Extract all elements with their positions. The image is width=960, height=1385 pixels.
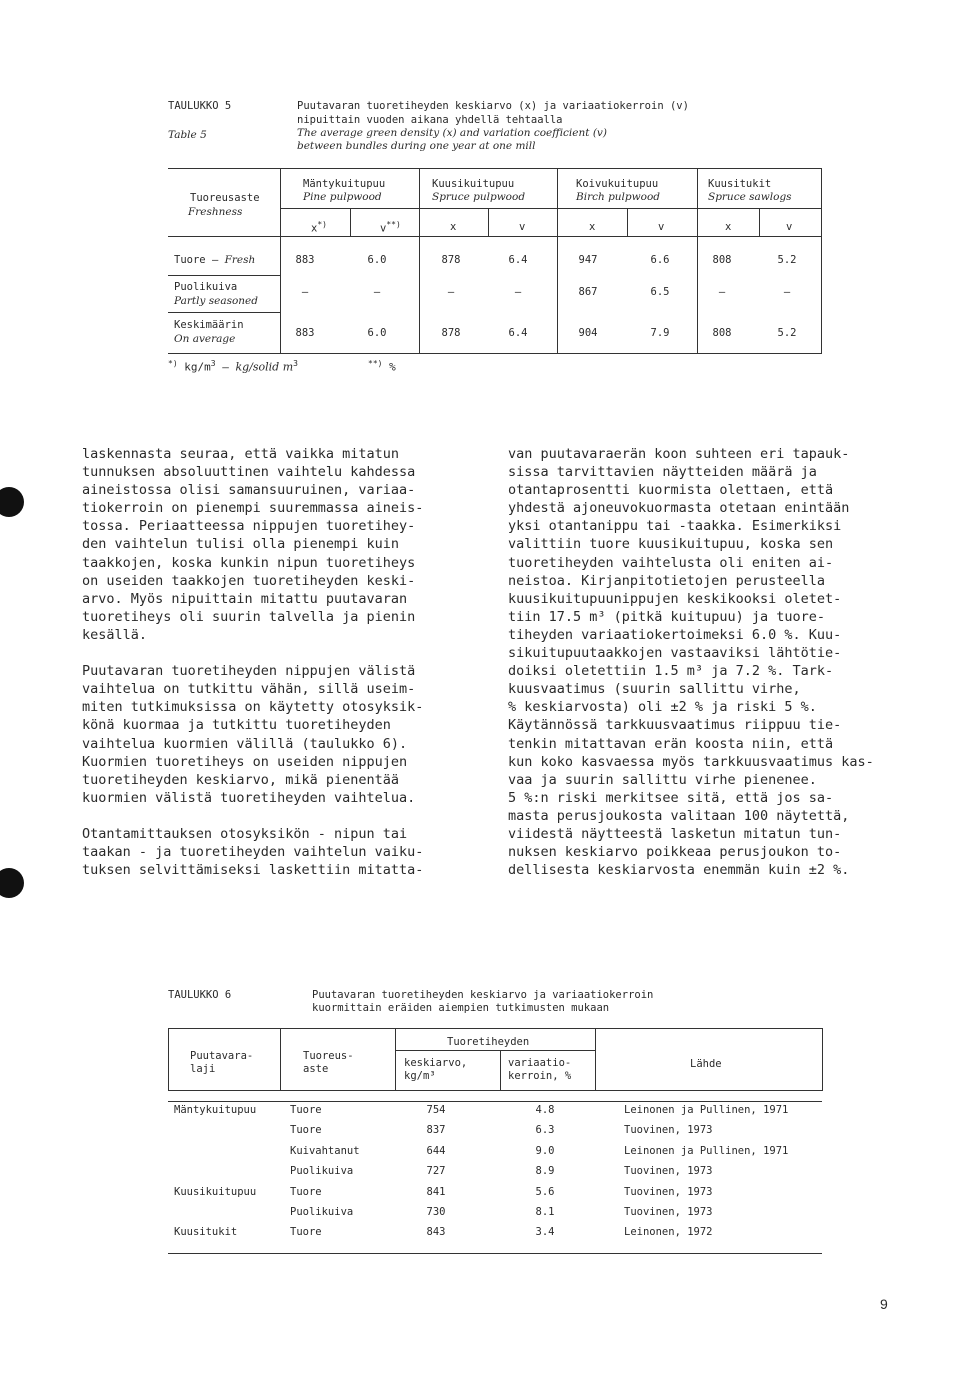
text-line: masta perusjoukosta valitaan 100 näytettä, xyxy=(508,807,850,824)
t6-cell-cv: 3.4 xyxy=(535,1226,555,1239)
t6-cell-freshness: Puolikuiva xyxy=(290,1206,354,1218)
table-cell: 904 xyxy=(578,327,598,339)
table-cell: — xyxy=(447,286,455,298)
group-pine-fi: Mäntykuitupuu xyxy=(303,178,386,190)
t6-cell-species: Kuusitukit xyxy=(174,1226,238,1239)
t6-cell-source: Leinonen ja Pullinen, 1971 xyxy=(624,1104,789,1116)
t6-cell-cv: 8.1 xyxy=(535,1206,555,1218)
t6-cell-source: Tuovinen, 1973 xyxy=(624,1124,713,1137)
text-line: tossa. Periaatteessa nippujen tuoretihey- xyxy=(82,518,416,535)
table-cell: 7.9 xyxy=(650,327,670,339)
t6-cell-freshness: Tuore xyxy=(290,1104,322,1116)
text-line: Otantamittauksen otosyksikön - nipun tai xyxy=(82,825,408,842)
table-5-footnote: *) $kg/m^3$ — kg/solid $m^3$ xyxy=(168,359,298,374)
text-line: dellisesta keskiarvosta enemmän kuin ±2 %. xyxy=(508,862,850,879)
text-line: kesällä. xyxy=(82,626,148,643)
text-line: yhdestä ajoneuvokuormasta otetaan enintään xyxy=(508,500,850,517)
text-line: aineistossa olisi samansuuruinen, variaa- xyxy=(82,482,416,499)
group-birch-en: Birch pulpwood xyxy=(576,191,660,203)
text-line: % keskiarvosta) oli ±2 % ja riski 5 %. xyxy=(508,699,817,716)
t6-col2-header-1: Tuoreus- xyxy=(303,1050,354,1062)
table-cell: 878 xyxy=(441,254,461,266)
t6-col1-header-1: Puutavara- xyxy=(190,1050,254,1062)
table-cell: 947 xyxy=(578,254,598,266)
table-cell: 6.4 xyxy=(508,327,528,339)
t6-cell-species: Kuusikuitupuu xyxy=(174,1185,257,1198)
t6-cell-cv: 6.3 xyxy=(535,1124,555,1137)
text-line: tuksen selvittämiseksi laskettiin mitatta- xyxy=(82,862,424,879)
t6-cell-source: Tuovinen, 1973 xyxy=(624,1206,713,1218)
body-left-column xyxy=(82,445,423,879)
text-line: sissa tarvittavien näytteiden määrä ja xyxy=(508,464,817,481)
t6-col3-header-2: kg/m³ xyxy=(404,1070,436,1082)
row-fresh-label: Tuore — Fresh xyxy=(174,254,256,266)
text-line: kuormien välistä tuoretiheyden vaihtelua. xyxy=(82,789,416,806)
text-line: tiheyden variaatiokertoimeksi 6.0 %. Kuu- xyxy=(508,626,842,643)
table-cell: 867 xyxy=(578,286,598,298)
table-cell: 808 xyxy=(712,254,732,266)
table-cell: 6.0 xyxy=(367,254,387,266)
sub-x-pine: x*) xyxy=(311,220,327,235)
freshness-header: Tuoreusaste xyxy=(190,192,260,204)
table-6-title-2: kuormittain eräiden aiempien tutkimusten mukaan xyxy=(312,1002,610,1014)
t6-cell-mean: 754 xyxy=(426,1104,446,1116)
table-5-label-en: Table 5 xyxy=(168,129,207,141)
text-line: tuoretiheys oli suurin talvella ja pienin xyxy=(82,608,416,625)
table-cell: 5.2 xyxy=(777,327,797,339)
table-cell: — xyxy=(301,286,309,298)
table-5-title-fi-1: Puutavaran tuoretiheyden keskiarvo (x) ja variaatiokerroin (v) xyxy=(297,100,689,112)
text-line xyxy=(82,807,423,825)
t6-cell-freshness: Kuivahtanut xyxy=(290,1144,360,1157)
text-line: könä kuormaa ja tutkittu tuoretiheyden xyxy=(82,717,391,734)
table-5-footnote-2: **) % xyxy=(368,359,396,374)
text-line: tenkin mitattavan erän koosta niin, että xyxy=(508,735,834,752)
group-birch-fi: Koivukuitupuu xyxy=(576,178,659,190)
t6-col4-header-2: kerroin, % xyxy=(508,1070,572,1082)
t6-group-header: Tuoretiheyden xyxy=(447,1036,530,1048)
t6-cell-cv: 5.6 xyxy=(535,1185,555,1198)
t6-cell-cv: 8.9 xyxy=(535,1165,555,1178)
table-5-title-en-2: between bundles during one year at one mill xyxy=(297,140,536,152)
group-sawlogs-en: Spruce sawlogs xyxy=(708,191,792,203)
table-5-label: TAULUKKO 5 xyxy=(168,100,232,112)
text-line: otantaprosentti kuormista olettaen, että xyxy=(508,482,834,499)
t6-cell-mean: 837 xyxy=(426,1124,446,1137)
group-spruce-en: Spruce pulpwood xyxy=(432,191,526,203)
text-line: van puutavaraerän koon suhteen eri tapauk- xyxy=(508,446,850,462)
text-line: Puutavaran tuoretiheyden nippujen välistä xyxy=(82,663,416,680)
t6-cell-freshness: Tuore xyxy=(290,1226,322,1239)
group-sawlogs-fi: Kuusitukit xyxy=(708,178,772,190)
text-line: sikuitupuutaakkojen vastaaviksi lähtötie- xyxy=(508,645,842,662)
t6-col5-header: Lähde xyxy=(690,1058,722,1070)
table-cell: — xyxy=(373,286,381,298)
sub-v-pine: v**) xyxy=(380,220,401,235)
text-line: kuusikuitupuunippujen keskikooksi oletet- xyxy=(508,590,842,607)
text-line: nuksen keskiarvo poikkeaa perusjoukon to- xyxy=(508,844,842,861)
group-spruce-fi: Kuusikuitupuu xyxy=(432,178,515,190)
body-right-column xyxy=(508,445,874,879)
t6-cell-mean: 730 xyxy=(426,1206,446,1218)
table-6-title-1: Puutavaran tuoretiheyden keskiarvo ja variaatiokerroin xyxy=(312,989,654,1001)
table-cell: 5.2 xyxy=(777,254,797,266)
t6-cell-cv: 9.0 xyxy=(535,1144,555,1157)
t6-cell-cv: 4.8 xyxy=(535,1104,555,1116)
table-cell: 6.4 xyxy=(508,254,528,266)
text-line: tuoretiheyden vaihtelusta oli eniten ai- xyxy=(508,554,834,571)
table-cell: — xyxy=(718,286,726,298)
text-line: yksi otantanippu tai -taakka. Esimerkiksi xyxy=(508,518,842,535)
t6-cell-mean: 841 xyxy=(426,1185,446,1198)
sub-x-birch: x xyxy=(589,221,596,233)
table-cell: 6.6 xyxy=(650,254,670,266)
t6-cell-source: Leinonen ja Pullinen, 1971 xyxy=(624,1144,789,1157)
freshness-header-en: Freshness xyxy=(188,206,243,218)
table-cell: 6.0 xyxy=(367,327,387,339)
t6-cell-mean: 644 xyxy=(426,1144,446,1157)
t6-col2-header-2: aste xyxy=(303,1063,329,1075)
t6-cell-freshness: Puolikuiva xyxy=(290,1165,354,1178)
page-number: 9 xyxy=(880,1296,888,1312)
text-line: miten tutkimuksissa on käytetty otosyksik- xyxy=(82,699,424,716)
text-line: kuusvaatimus (suurin sallittu virhe, xyxy=(508,681,801,698)
text-line: 5 %:n riski merkitsee sitä, että jos sa- xyxy=(508,789,834,806)
t6-cell-source: Tuovinen, 1973 xyxy=(624,1185,713,1198)
table-5-title-fi-2: nipuittain vuoden aikana yhdellä tehtaalla xyxy=(297,114,563,126)
t6-cell-mean: 727 xyxy=(426,1165,446,1178)
text-line: den vaihtelun tulisi olla pienempi kuin xyxy=(82,536,399,553)
sub-v-sawlogs: v xyxy=(786,221,793,233)
text-line: valittiin tuore kuusikuitupuu, koska sen xyxy=(508,536,834,553)
text-line: tiin 17.5 m³ (pitkä kuitupuu) ja tuore- xyxy=(508,608,825,625)
text-line: kun koko kasvaessa myös tarkkuusvaatimus kas- xyxy=(508,753,874,770)
sub-x-spruce: x xyxy=(450,221,457,233)
table-cell: — xyxy=(514,286,522,298)
text-line: vaihtelua on tutkittu vähän, sillä useim- xyxy=(82,681,416,698)
text-line: Käytännössä tarkkuusvaatimus riippuu tie- xyxy=(508,717,842,734)
text-line: tunnuksen absoluuttinen vaihtelu kahdessa xyxy=(82,464,416,481)
table-cell: 878 xyxy=(441,327,461,339)
t6-cell-freshness: Tuore xyxy=(290,1185,322,1198)
sub-v-spruce: v xyxy=(519,221,526,233)
text-line: on useiden taakkojen tuoretiheyden keski- xyxy=(82,572,416,589)
table-cell: 883 xyxy=(295,254,315,266)
row-partly-label-fi: Puolikuiva xyxy=(174,281,238,293)
sub-v-birch: v xyxy=(658,221,665,233)
text-line: laskennasta seuraa, että vaikka mitatun xyxy=(82,446,399,462)
t6-col4-header-1: variaatio- xyxy=(508,1057,572,1069)
text-line: tiokerroin on pienempi suuremmassa aineis- xyxy=(82,500,424,517)
row-partly-label-en: Partly seasoned xyxy=(174,295,258,307)
text-line xyxy=(82,644,423,662)
table-cell: 808 xyxy=(712,327,732,339)
table-cell: — xyxy=(783,286,791,298)
text-line: viidestä näytteestä lasketun mitatun tun- xyxy=(508,825,842,842)
text-line: taakkojen, koska kunkin nipun tuoretiheys xyxy=(82,554,416,571)
text-line: taakan - ja tuoretiheyden vaihtelun vaiku- xyxy=(82,844,424,861)
text-line: vaihtelua kuormien välillä (taulukko 6). xyxy=(82,735,408,752)
t6-cell-species: Mäntykuitupuu xyxy=(174,1104,257,1116)
table-cell: 6.5 xyxy=(650,286,670,298)
table-cell: 883 xyxy=(295,327,315,339)
text-line: vaa ja suurin sallittu virhe pienenee. xyxy=(508,771,817,788)
text-line: neistoa. Kirjanpitotietojen perusteella xyxy=(508,572,825,589)
text-line: tuoretiheyden keskiarvo, mikä pienentää xyxy=(82,771,399,788)
t6-cell-source: Tuovinen, 1973 xyxy=(624,1165,713,1178)
table-5-title-en-1: The average green density (x) and variation coefficient (v) xyxy=(297,127,607,139)
t6-cell-mean: 843 xyxy=(426,1226,446,1239)
text-line: Kuormien tuoretiheys on useiden nippujen xyxy=(82,753,408,770)
text-line: arvo. Myös nipuittain mitattu puutavaran xyxy=(82,590,408,607)
row-average-label-fi: Keskimäärin xyxy=(174,319,244,331)
t6-col3-header-1: keskiarvo, xyxy=(404,1057,468,1069)
t6-cell-source: Leinonen, 1972 xyxy=(624,1226,713,1239)
t6-cell-freshness: Tuore xyxy=(290,1124,322,1137)
row-average-label-en: On average xyxy=(174,333,236,345)
punch-hole-bottom xyxy=(0,868,24,898)
text-line: doiksi oletettiin 1.5 m³ ja 7.2 %. Tark- xyxy=(508,663,834,680)
group-pine-en: Pine pulpwood xyxy=(303,191,382,203)
t6-col1-header-2: laji xyxy=(190,1063,216,1075)
punch-hole-top xyxy=(0,487,24,517)
table-6-label: TAULUKKO 6 xyxy=(168,989,232,1001)
sub-x-sawlogs: x xyxy=(725,221,732,233)
